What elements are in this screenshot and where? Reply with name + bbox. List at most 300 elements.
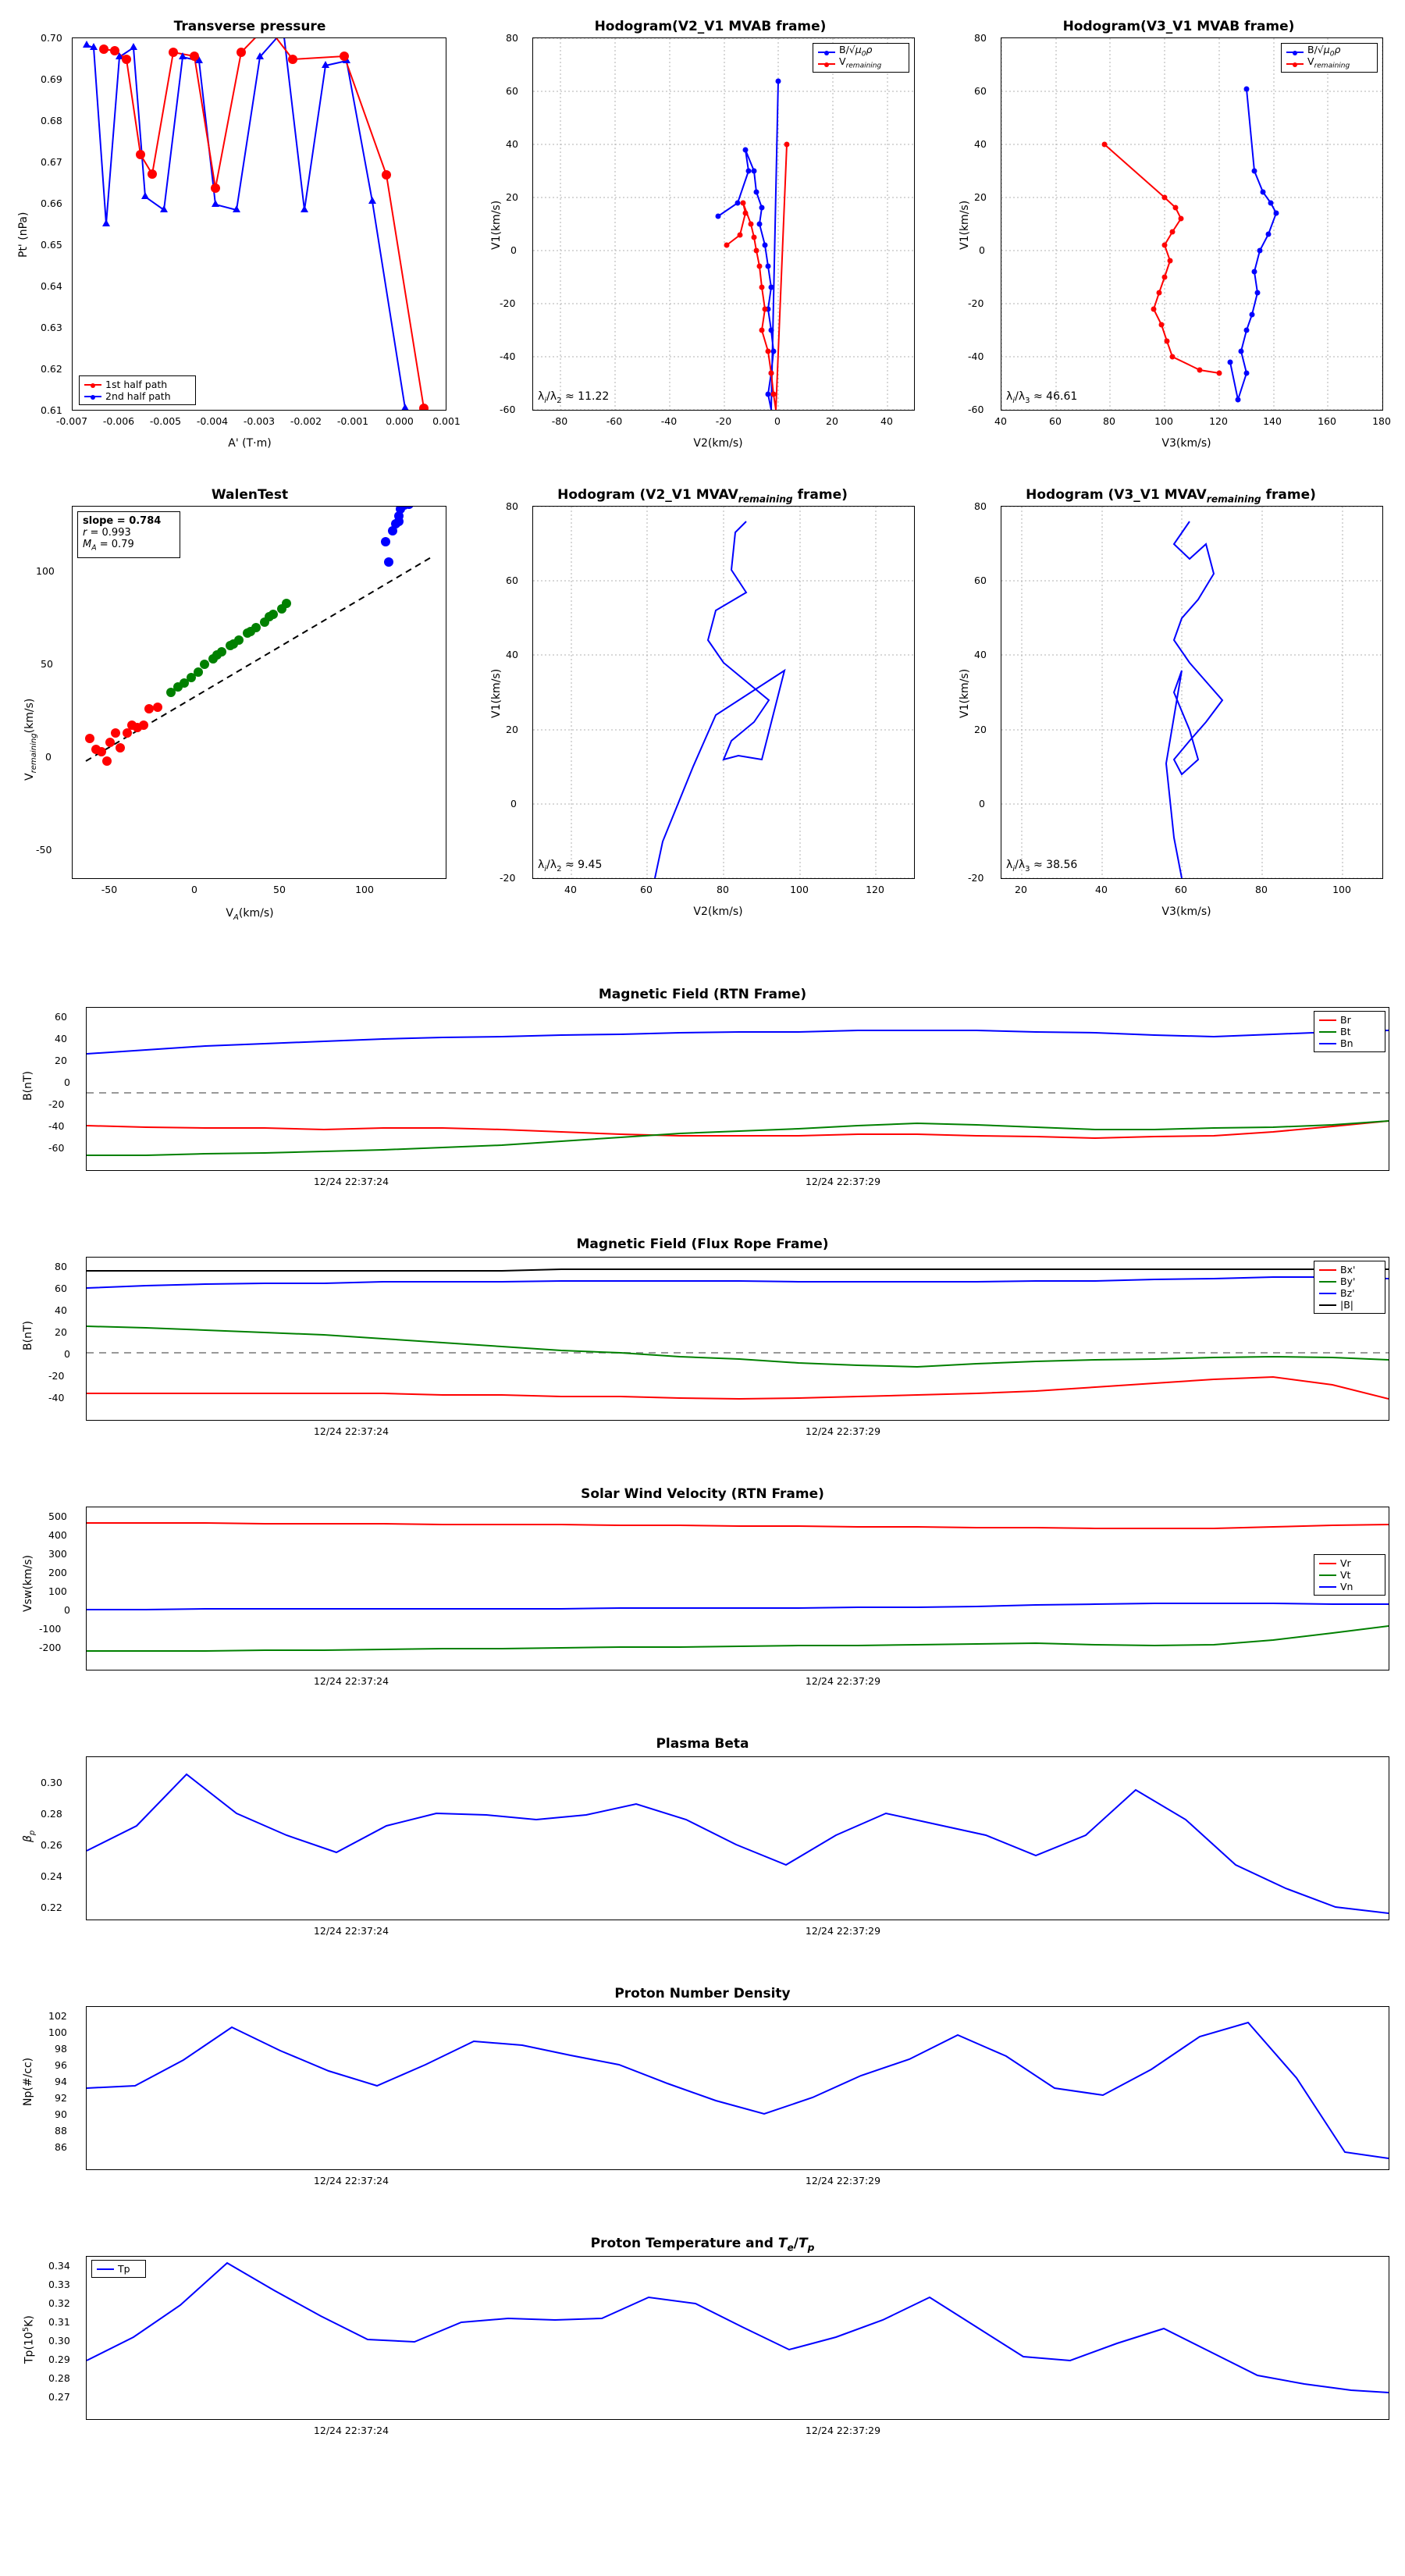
x-tick: 120 [866,884,884,895]
series-red-points [85,703,162,766]
series-vrem-line [1104,144,1219,373]
panel-title: Magnetic Field (RTN Frame) [598,987,807,1002]
y-axis-label: V1(km/s) [959,668,971,718]
panel-title: Solar Wind Velocity (RTN Frame) [581,1486,824,1502]
legend-hodogram-v3v1-mvab [1281,43,1378,73]
legend-marker-dot [1293,51,1297,55]
legend-label: Tp [118,2262,130,2275]
legend-label: Bz' [1340,1286,1355,1299]
x-axis-label: V2(km/s) [693,906,743,918]
y-axis-label: V1(km/s) [959,200,971,250]
legend-swatch-bz [1319,1293,1336,1294]
y-tick: 0.29 [48,2354,70,2365]
legend-label: $B/√\mu_0\rho$ [839,43,873,59]
y-tick: 92 [55,2092,67,2104]
panel-solar-wind-velocity [0,1475,1405,1702]
y-tick: 100 [36,565,55,577]
x-tick: 40 [564,884,577,895]
plot-area [1001,37,1383,411]
y-tick: 100 [48,1585,67,1597]
series-green-points [166,599,291,697]
y-tick: 500 [48,1510,67,1522]
legend-item [1319,1569,1380,1581]
y-tick: 0 [64,1348,70,1360]
panel-title: Hodogram (V3_V1 $MVAV_{remaining}$ frame) [1026,487,1316,505]
y-tick: 50 [41,658,53,670]
x-tick: 12/24 22:37:29 [805,1425,881,1437]
y-tick: 102 [48,2010,67,2022]
x-tick: -0.002 [290,415,322,427]
y-tick: -20 [500,297,516,309]
x-tick: 0.001 [432,415,461,427]
panel-title: Magnetic Field (Flux Rope Frame) [576,1236,829,1252]
walen-stats-box [77,511,180,558]
y-tick: -200 [39,1642,62,1653]
y-axis-label: $V_{remaining}(km/s)$ [23,698,38,781]
y-tick: -40 [968,350,984,362]
legend-label: |B| [1340,1298,1353,1311]
y-tick: 20 [55,1326,67,1338]
x-tick: 80 [1103,415,1115,427]
transverse-pressure-svg [73,38,446,410]
series-trace-line [1166,521,1222,878]
series-br [87,1121,1389,1138]
y-axis-label: Pt' (nPa) [17,212,30,258]
legend-label: 1st half path [105,378,168,390]
eigenvalue-ratio-annotation: $\lambda_i/\lambda_3 \approx 38.56$ [1006,859,1078,873]
panel-title: Hodogram(V2_V1 MVAB frame) [594,19,827,34]
y-tick: -60 [968,404,984,415]
panel-proton-temperature [0,2225,1405,2459]
x-axis-label: V3(km/s) [1161,437,1211,450]
y-axis-label: V1(km/s) [490,200,503,250]
plot-area [86,1507,1389,1670]
series-vrem-line [727,144,787,410]
plot-area [1001,506,1383,879]
series-np [87,2023,1389,2158]
series-byp [87,1326,1389,1367]
x-tick: 20 [1015,884,1027,895]
plot-area [72,37,446,411]
series-bzp [87,1277,1389,1288]
legend-item [1319,1287,1380,1299]
x-tick: 12/24 22:37:29 [805,2425,881,2436]
x-tick: 12/24 22:37:24 [313,2425,389,2436]
panel-hodogram-v3v1-mvav [937,468,1405,937]
y-tick: 20 [506,724,518,735]
panel-hodogram-v2v1-mvab [468,0,937,468]
hodogram-v2v1-mvab-svg [533,38,914,410]
y-tick: 20 [974,724,987,735]
hodogram-v2v1-mvav-svg [533,507,914,878]
y-tick: 0.70 [41,32,62,44]
y-tick: 40 [506,649,518,660]
legend-swatch-red [818,63,835,65]
legend-item [1319,1276,1380,1287]
x-tick: -80 [551,415,568,427]
x-axis-label: V3(km/s) [1161,906,1211,918]
y-tick: 0.61 [41,404,62,416]
series-bxp [87,1377,1389,1399]
y-tick: -40 [48,1120,65,1132]
legend-marker-dot [824,51,829,55]
y-tick: 0.63 [41,322,62,333]
y-tick: -100 [39,1623,62,1635]
y-axis-label: B(nT) [22,1321,34,1350]
y-tick: -50 [36,844,52,856]
y-tick: 0 [45,751,52,763]
y-tick: 98 [55,2043,67,2055]
y-tick: 20 [974,191,987,203]
y-tick: 80 [55,1261,67,1272]
y-tick: -20 [968,297,984,309]
x-tick: -0.005 [149,415,182,427]
legend-label: Bn [1340,1037,1353,1049]
eigenvalue-ratio-annotation: $\lambda_i/\lambda_2 \approx 9.45$ [538,859,603,873]
legend-label: Bx' [1340,1263,1356,1276]
x-tick: -0.001 [336,415,369,427]
legend-label: Vn [1340,1580,1353,1592]
legend-label: $V_{remaining}$ [1307,55,1350,70]
x-tick: 12/24 22:37:24 [313,1176,389,1187]
proton-temperature-svg [87,2257,1389,2419]
x-tick: 60 [1175,884,1187,895]
y-tick: 0.30 [48,2335,70,2347]
x-tick: -40 [660,415,678,427]
y-tick: -40 [48,1392,65,1404]
stat-slope: slope = 0.784 [83,515,162,527]
grid [1001,38,1382,410]
y-tick: 60 [506,85,518,97]
panel-hodogram-v2v1-mvav [468,468,937,937]
x-tick: 40 [994,415,1007,427]
y-tick: 0.33 [48,2279,70,2290]
x-tick: 100 [1332,884,1351,895]
y-tick: 0.65 [41,239,62,251]
x-tick: -20 [715,415,732,427]
legend-mag-fluxrope [1314,1261,1385,1314]
y-axis-label: $Tp(10^5K)$ [22,2315,36,2364]
grid [533,507,914,878]
x-tick: 12/24 22:37:29 [805,2175,881,2186]
series-beta [87,1774,1389,1913]
y-tick: 40 [974,649,987,660]
x-tick: 12/24 22:37:24 [313,1675,389,1687]
hodogram-v3v1-mvab-svg [1001,38,1382,410]
y-tick: 94 [55,2076,67,2087]
series-b-markers [1228,87,1279,403]
grid [1001,507,1382,878]
y-tick: 400 [48,1529,67,1541]
x-tick: 60 [640,884,653,895]
legend-item [1286,55,1372,70]
legend-proton-temperature [91,2260,146,2278]
x-tick: 20 [826,415,838,427]
plot-area [86,1007,1389,1171]
panel-title: WalenTest [211,487,289,503]
series-trace-line [655,521,784,878]
x-tick: -0.004 [196,415,229,427]
legend-swatch-blue [818,52,835,53]
y-tick: 0.68 [41,115,62,126]
panel-title: Proton Number Density [614,1986,791,2001]
x-tick: 180 [1372,415,1391,427]
y-axis-label: V1(km/s) [490,668,503,718]
y-tick: 0.30 [41,1777,62,1788]
y-tick: 0.32 [48,2297,70,2309]
legend-swatch-blue [84,396,101,397]
legend-item [1319,1014,1380,1026]
legend-item [1319,1026,1380,1037]
y-tick: 60 [55,1011,67,1023]
x-tick: 40 [1095,884,1108,895]
legend-item [818,55,904,70]
panel-magnetic-field-flux-rope [0,1226,1405,1452]
legend-swatch-bn [1319,1043,1336,1044]
stat-alfven-mach: $M_A = 0.79$ [83,539,134,553]
y-tick: -20 [500,872,516,884]
y-axis-label: Vsw(km/s) [22,1554,34,1612]
panel-walen-test [0,468,468,937]
plot-area [532,506,915,879]
y-tick: 20 [55,1055,67,1066]
x-tick: 0 [774,415,781,427]
x-tick: 12/24 22:37:24 [313,1925,389,1937]
series-vt [87,1626,1389,1651]
legend-label: Vt [1340,1568,1351,1581]
y-tick: 90 [55,2108,67,2120]
y-tick: 40 [55,1033,67,1044]
y-tick: 0.22 [41,1902,62,1913]
legend-item [84,390,190,402]
y-axis-label: $\beta_p$ [22,1830,37,1842]
y-tick: 40 [55,1304,67,1316]
mag-rtn-svg [87,1008,1389,1170]
y-tick: 0.31 [48,2316,70,2328]
legend-mag-rtn [1314,1011,1385,1052]
legend-marker-triangle [91,395,95,400]
legend-marker-circle [91,383,95,388]
panel-transverse-pressure [0,0,468,468]
legend-label: 2nd half path [105,390,171,402]
x-tick: -50 [101,884,118,895]
x-tick: -0.006 [102,415,135,427]
y-tick: 0 [979,244,985,256]
legend-item [97,2263,140,2275]
stat-r: r = 0.993 [83,527,131,539]
x-tick: 60 [1049,415,1062,427]
x-tick: 12/24 22:37:24 [313,1425,389,1437]
y-tick: 20 [506,191,518,203]
x-tick: 140 [1263,415,1282,427]
legend-swatch-red [1286,63,1304,65]
y-tick: 200 [48,1567,67,1578]
y-tick: 40 [974,138,987,150]
y-tick: 0.24 [41,1870,62,1882]
legend-marker-dot [824,62,829,67]
plot-area [72,506,446,879]
y-tick: -20 [48,1098,65,1110]
x-tick: 160 [1318,415,1336,427]
series-vr [87,1523,1389,1528]
legend-item [1319,1037,1380,1049]
x-tick: 0.000 [386,415,414,427]
legend-swatch-vn [1319,1586,1336,1588]
series-1st-half-markers [99,38,429,410]
walen-test-svg [73,507,446,878]
legend-item [1319,1557,1380,1569]
panel-plasma-beta [0,1725,1405,1952]
plot-area [532,37,915,411]
series-bn [87,1030,1389,1054]
legend-swatch-tp [97,2268,114,2270]
y-tick: 60 [974,85,987,97]
legend-swatch-vt [1319,1574,1336,1576]
y-tick: 80 [506,32,518,44]
x-tick: 12/24 22:37:29 [805,1176,881,1187]
legend-transverse-pressure [79,375,196,405]
y-tick: 0.67 [41,156,62,168]
legend-hodogram-v2v1-mvab [813,43,909,73]
mag-fluxrope-svg [87,1258,1389,1420]
x-tick: 80 [1255,884,1268,895]
y-tick: 100 [48,2026,67,2038]
panel-title: Proton Temperature and $T_e/T_p$ [590,2236,815,2254]
x-tick: 12/24 22:37:29 [805,1675,881,1687]
y-tick: 0.27 [48,2391,70,2403]
panel-title: Hodogram(V3_V1 MVAB frame) [1062,19,1295,34]
x-tick: 0 [191,884,197,895]
legend-item [818,43,904,59]
legend-swatch-by [1319,1281,1336,1283]
solar-wind-svg [87,1507,1389,1670]
y-tick: 0.64 [41,280,62,292]
legend-swatch-bx [1319,1269,1336,1271]
x-axis-label: V2(km/s) [693,437,743,450]
y-tick: -20 [48,1370,65,1382]
plasma-beta-svg [87,1757,1389,1920]
panel-hodogram-v3v1-mvab [937,0,1405,468]
panel-proton-number-density [0,1975,1405,2201]
legend-swatch-vr [1319,1563,1336,1564]
y-tick: 0.28 [48,2372,70,2384]
legend-item [84,379,190,390]
x-tick: 12/24 22:37:29 [805,1925,881,1937]
legend-item [1319,1264,1380,1276]
y-tick: 96 [55,2059,67,2071]
plot-area [86,1756,1389,1920]
y-tick: 86 [55,2141,67,2153]
plot-area [86,2006,1389,2170]
panel-title: Plasma Beta [656,1736,749,1752]
x-tick: 120 [1209,415,1228,427]
y-tick: 0 [64,1076,70,1088]
x-tick: 100 [355,884,374,895]
legend-swatch-br [1319,1019,1336,1021]
y-tick: -60 [500,404,516,415]
series-b-markers [716,79,781,397]
legend-label: Vr [1340,1557,1351,1569]
y-axis-label: Np(#/cc) [22,2057,34,2106]
y-tick: 80 [974,500,987,512]
y-tick: 80 [506,500,518,512]
legend-label: Bt [1340,1025,1351,1037]
y-tick: 0.62 [41,363,62,375]
y-tick: -20 [968,872,984,884]
x-tick: -0.003 [243,415,276,427]
series-vrem-markers [724,142,790,397]
y-tick: 0.69 [41,73,62,85]
series-babs [87,1269,1389,1271]
legend-marker-dot [1293,62,1297,67]
x-tick: 100 [1154,415,1173,427]
y-tick: -60 [48,1142,65,1154]
panel-magnetic-field-rtn [0,976,1405,1202]
y-tick: 80 [974,32,987,44]
legend-item [1319,1581,1380,1592]
legend-label: Br [1340,1013,1351,1026]
hodogram-v3v1-mvav-svg [1001,507,1382,878]
plot-area [86,2256,1389,2420]
y-tick: 0 [510,244,517,256]
series-blue-points [381,507,431,567]
legend-item [1286,43,1372,59]
y-tick: 0.66 [41,197,62,209]
y-tick: 0 [64,1604,70,1616]
y-tick: 0.26 [41,1839,62,1851]
legend-swatch-babs [1319,1304,1336,1306]
x-tick: 100 [790,884,809,895]
panel-title: Transverse pressure [173,19,326,34]
x-tick: 50 [273,884,286,895]
y-tick: 40 [506,138,518,150]
legend-swatch-blue [1286,52,1304,53]
y-tick: 60 [506,575,518,586]
legend-item [1319,1299,1380,1311]
y-tick: 0 [979,798,985,809]
legend-label: By' [1340,1275,1356,1287]
x-tick: 40 [880,415,893,427]
legend-swatch-bt [1319,1031,1336,1033]
x-tick: 80 [717,884,729,895]
legend-swatch-red [84,384,101,386]
x-tick: -60 [606,415,623,427]
eigenvalue-ratio-annotation: $\lambda_i/\lambda_3 \approx 46.61$ [1006,390,1078,405]
x-tick: -0.007 [55,415,88,427]
grid [533,38,914,410]
y-tick: 60 [55,1283,67,1294]
y-tick: -40 [500,350,516,362]
y-axis-label: B(nT) [22,1071,34,1101]
series-vrem-markers [1102,142,1222,376]
legend-label: $V_{remaining}$ [839,55,882,70]
legend-solar-wind [1314,1554,1385,1596]
legend-label: $B/√\mu_0\rho$ [1307,43,1341,59]
eigenvalue-ratio-annotation: $\lambda_i/\lambda_2 \approx 11.22$ [538,390,610,405]
x-tick: 12/24 22:37:24 [313,2175,389,2186]
proton-density-svg [87,2007,1389,2169]
y-tick: 300 [48,1548,67,1560]
y-tick: 60 [974,575,987,586]
panel-title: Hodogram (V2_V1 $MVAV_{remaining}$ frame) [557,487,848,505]
plot-area [86,1257,1389,1421]
series-tp [87,2263,1389,2393]
x-axis-label: $V_A(km/s)$ [226,907,274,922]
series-bt [87,1121,1389,1155]
y-tick: 0.34 [48,2260,70,2272]
y-tick: 88 [55,2125,67,2137]
series-b-line [1230,89,1276,400]
